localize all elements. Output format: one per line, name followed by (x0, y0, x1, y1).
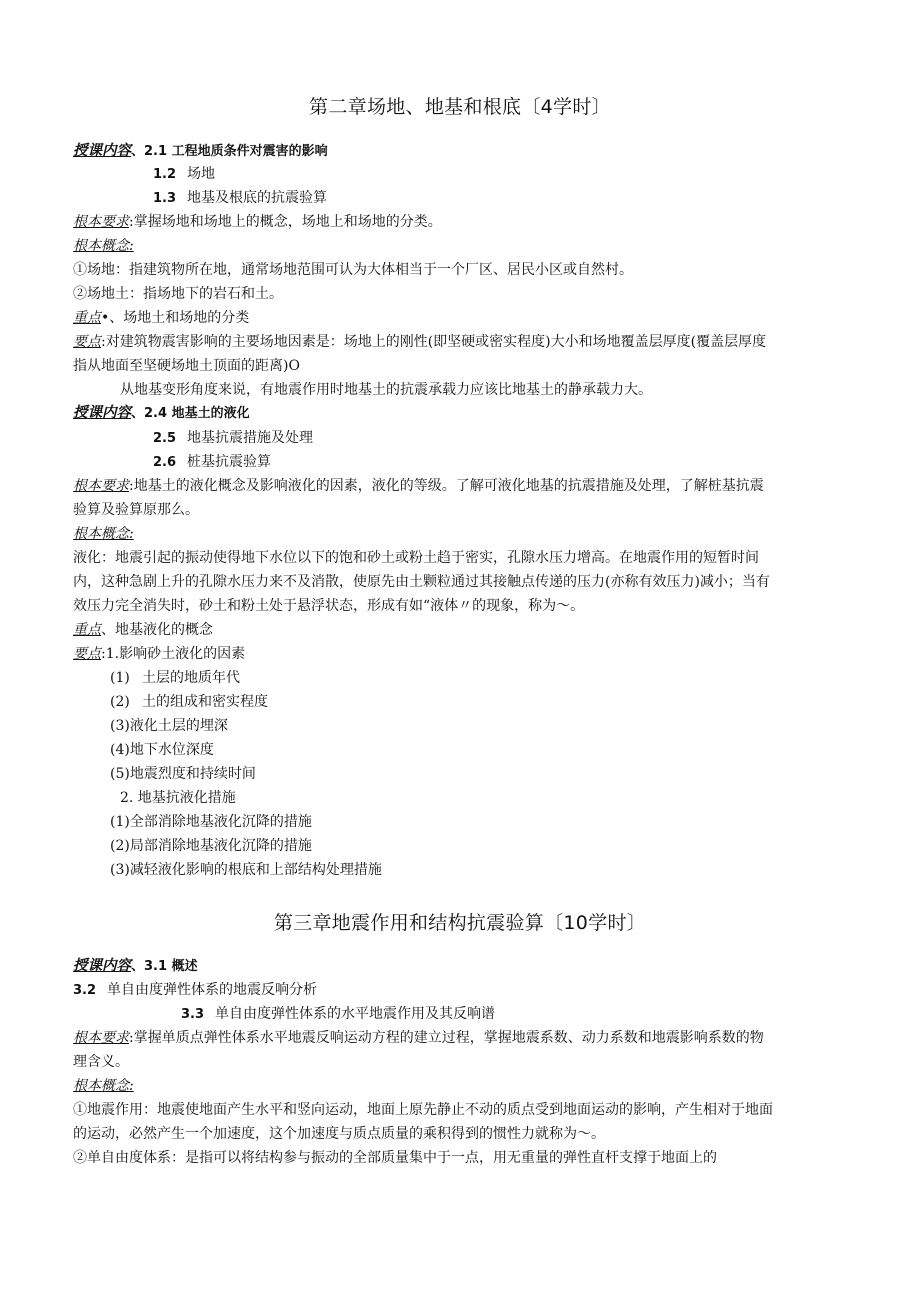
factor-item (110, 764, 256, 784)
factor-text: 液化土层的埋深 (129, 718, 228, 734)
basic-requirements (73, 212, 442, 232)
section-item-number: 1.2 (153, 167, 177, 182)
basic-requirements-text: :掌握单质点弹性体系水平地震反响运动方程的建立过程，掌握地震系数、动力系数和地震影响系数的物 (129, 1030, 764, 1046)
section-2-heading (73, 403, 250, 424)
section-item: 2.4 地基土的液化 (144, 406, 250, 421)
factor-item (110, 692, 268, 712)
section-item-row (153, 428, 313, 449)
separator: 、 (131, 406, 145, 421)
section-item-text: 地基抗震措施及处理 (187, 430, 313, 446)
basic-concepts-heading (73, 1076, 134, 1096)
separator: 、 (131, 959, 145, 974)
measure-item: (3)减轻液化影响的根底和上部结构处理措施 (110, 862, 382, 878)
section-item-text: 单自由度弹性体系的水平地震作用及其反响谱 (215, 1006, 495, 1022)
section-item-row (153, 452, 271, 473)
measure-item: (1)全部消除地基液化沉降的措施 (110, 814, 312, 830)
section-1-heading (73, 141, 328, 162)
main-points-text: :对建筑物震害影响的主要场地因素是：场地上的刚性(即坚硬或密实程度)大小和场地覆盖层厚度(覆盖层厚度 (101, 334, 767, 350)
separator: 、 (131, 144, 145, 159)
section-3-heading (73, 956, 198, 977)
factor-text: 土层的地质年代 (142, 670, 240, 686)
factor-item (110, 668, 240, 688)
basic-concepts-heading (73, 524, 134, 544)
section-item-number: 2.5 (153, 431, 177, 446)
basic-requirements (73, 1028, 764, 1048)
section-item-text: 地基及根底的抗震验算 (187, 190, 327, 206)
section-item-row (153, 164, 215, 185)
factor-item (110, 716, 228, 736)
basic-requirements-label: 根本要求 (73, 214, 129, 230)
concept-site: ①场地：指建筑物所在地，通常场地范围可认为大体相当于一个厂区、居民小区或自然村。 (73, 262, 633, 278)
liquefaction-definition: 液化：地震引起的振动使得地下水位以下的饱和砂土或粉土趋于密实，孔隙水压力增高。在地震作用的短暂时间 (73, 550, 759, 566)
key-point-label: 重点 (73, 310, 101, 326)
teaching-content-label: 授课内容 (73, 143, 131, 159)
main-points-label: 要点 (73, 334, 101, 350)
main-points (73, 644, 245, 664)
basic-concepts-label: 根本概念 (73, 1078, 129, 1094)
basic-requirements-label: 根本要求 (73, 1030, 129, 1046)
section-item-number: 3.2 (73, 983, 97, 998)
key-point (73, 308, 249, 328)
basic-requirements (73, 476, 764, 496)
factor-number: (2) (110, 694, 130, 710)
concept-sdof-system: ②单自由度体系：是指可以将结构参与振动的全部质量集中于一点，用无重量的弹性直杆支撑于地面上的 (73, 1150, 717, 1166)
basic-requirements-continued: 验算及验算原那么。 (73, 502, 199, 518)
liquefaction-definition: 效压力完全消失时，砂土和粉土处于悬浮状态，形成有如“液体〃的现象，称为〜。 (73, 598, 585, 614)
concept-seismic-action-continued: 的运动，必然产生一个加速度，这个加速度与质点质量的乘积得到的惯性力就称为〜。 (73, 1126, 605, 1142)
factor-number: (3) (110, 718, 130, 734)
liquefaction-definition: 内，这种急剧上升的孔隙水压力来不及消散，使原先由土颗粒通过其接触点传递的压力(亦称有效压力)减小；当有 (73, 574, 770, 590)
section-item-text: 单自由度弹性体系的地震反响分析 (107, 982, 317, 998)
key-point (73, 620, 213, 640)
factor-number: (1) (110, 670, 130, 686)
basic-requirements-label: 根本要求 (73, 478, 129, 494)
factor-text: 地下水位深度 (129, 742, 214, 758)
teaching-content-label: 授课内容 (73, 958, 131, 974)
factor-number: (4) (110, 742, 130, 758)
main-points-continued: 指从地面至坚硬场地土顶面的距离)O (73, 358, 300, 374)
section-item-row (153, 188, 327, 209)
chapter-2-title: 第二章场地、地基和根底〔4学时〕 (309, 96, 611, 118)
main-points-text: :1.影响砂土液化的因素 (101, 646, 246, 662)
factor-number: (5) (110, 766, 130, 782)
teaching-content-label: 授课内容 (73, 405, 131, 421)
colon: : (129, 526, 134, 542)
key-point-label: 重点 (73, 622, 101, 638)
concept-seismic-action: ①地震作用：地震使地面产生水平和竖向运动，地面上原先静止不动的质点受到地面运动的影响，产生相对于地面 (73, 1102, 773, 1118)
concept-site-soil: ②场地土：指场地下的岩石和土。 (73, 286, 283, 302)
main-points-paragraph: 从地基变形角度来说，有地震作用时地基土的抗震承载力应该比地基土的静承载力大。 (120, 382, 652, 398)
section-item: 3.1 概述 (144, 959, 198, 974)
factor-text: 地震烈度和持续时间 (129, 766, 256, 782)
factor-text: 土的组成和密实程度 (142, 694, 268, 710)
basic-concepts-label: 根本概念 (73, 238, 129, 254)
section-item-row (73, 980, 317, 1001)
section-item-number: 1.3 (153, 191, 177, 206)
measures-heading: 2. 地基抗液化措施 (120, 790, 236, 806)
section-item-text: 桩基抗震验算 (187, 454, 271, 470)
basic-concepts-heading (73, 236, 134, 256)
basic-concepts-label: 根本概念 (73, 526, 129, 542)
main-points-label: 要点 (73, 646, 101, 662)
section-item-number: 3.3 (181, 1007, 205, 1022)
section-item-text: 场地 (187, 166, 215, 182)
section-item-row (181, 1004, 495, 1025)
colon: : (129, 238, 134, 254)
chapter-3-title: 第三章地震作用和结构抗震验算〔10学时〕 (273, 912, 647, 934)
key-point-text: •、场地土和场地的分类 (101, 310, 250, 326)
colon: : (129, 1078, 134, 1094)
section-item-number: 2.6 (153, 455, 177, 470)
basic-requirements-text: :地基土的液化概念及影响液化的因素，液化的等级。了解可液化地基的抗震措施及处理，了解桩基抗震 (129, 478, 764, 494)
factor-item (110, 740, 214, 760)
basic-requirements-continued: 理含义。 (73, 1054, 129, 1070)
key-point-text: 、地基液化的概念 (101, 622, 213, 638)
section-item: 2.1 工程地质条件对震害的影响 (144, 144, 328, 159)
measure-item: (2)局部消除地基液化沉降的措施 (110, 838, 312, 854)
main-points (73, 332, 766, 352)
basic-requirements-text: :掌握场地和场地上的概念，场地上和场地的分类。 (129, 214, 442, 230)
